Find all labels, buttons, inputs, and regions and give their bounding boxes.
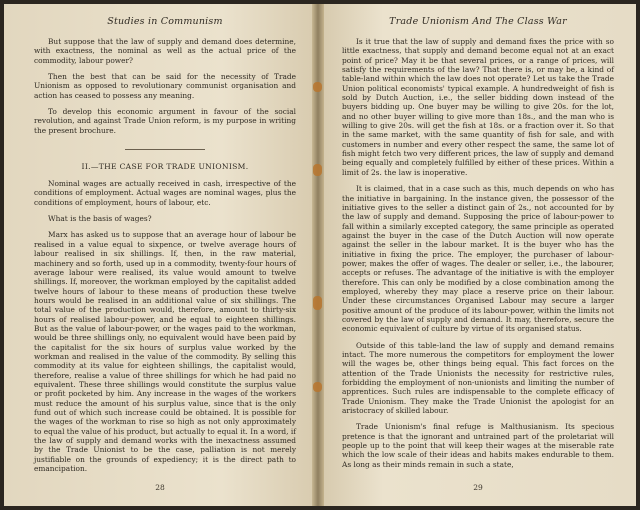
- right-paragraph-3: Outside of this table-land the law of supply and demand remains intact. The more numerous the competitors for employment the lower will the wages be, other things being equal. This fact forces on the attention of the Trade Unionists the necessity for restrictive rules, forbidding the employment of non-unionists and limiting the number of apprentices. Such rules are indispensable to the complete efficacy of Trade Unionism. They make the Trade Unionist the apologist for an aristocracy of skilled labour.: [342, 340, 614, 416]
- section-paragraph-1: Nominal wages are actually received in cash, irrespective of the conditions of employment. Actual wages are nominal wages, plus the conditions of employment, hours of labour, etc.: [34, 179, 296, 207]
- left-page: [4, 4, 316, 506]
- section-paragraph-2: What is the basis of wages?: [48, 214, 152, 224]
- left-page-content: [34, 16, 296, 476]
- book-gutter: [312, 4, 324, 506]
- rust-stain: [313, 382, 322, 392]
- left-page-number: 28: [155, 483, 165, 492]
- rust-stain: [313, 82, 322, 92]
- right-paragraph-1: Is it true that the law of supply and demand fixes the price with so little exactness, that supply and demand become equal not at an exact point of price? May it be that several prices, or a range of prices, will satisfy the requirements of the law? That there is, or may be, a kind of table-land within which the law does not operate? Let us take the Trade Union political economists' typical example. A hundredweight of fish is sold by Dutch Auction, i.e., the seller bidding down instead of the buyers bidding up. One buyer may be willing to give 20s. for the lot, and no other buyer willing to give more than 18s., and the man who is willing to give 20s. will get the fish at 18s. or a fraction over it. So that in the same market, with the same quantity of fish for sale, and with customers in number and every other respect the same, the same lot of fish might fetch two very different prices, the law of supply and demand being equally and completely fulfilled by either of these prices. Within a limit of 2s. the law is inoperative.: [342, 37, 614, 177]
- left-paragraph-3: To develop this economic argument in favour of the social revolution, and against Trade Union reform, is my purpose in writing the present brochure.: [34, 107, 296, 135]
- section-title: II.—THE CASE FOR TRADE UNIONISM.: [81, 162, 249, 172]
- rust-stain: [313, 164, 322, 176]
- right-page: [320, 4, 636, 506]
- right-paragraph-4: Trade Unionism's final refuge is Malthusianism. Its specious pretence is that the ignorant and untrained part of the proletariat will people up to the point that will keep their wages at the miserable rate which the low scale of their ideas and habits makes endurable to them. As long as their minds remain in such a state,: [342, 422, 614, 469]
- right-paragraph-2: It is claimed, that in a case such as this, much depends on who has the initiative in bargaining. In the instance given, the possessor of the initiative gives to the seller a distinct gain of 2s., not accounted for by the law of supply and demand. Supposing the price of labour-power to fall within a similarly excepted category, the same principle as operated against the buyer in the case of the Dutch Auction will now operate against the seller in the labour market. It is the buyer who has the initiative in fixing the price. The employer, the purchaser of labour-power, makes the offer of wages. The dealer or seller, i.e., the labourer, accepts or refuses. The advantage of the initiative is with the employer therefore. This can only be modified by a close combination among the employed, whereby they may place a reserve price on their labour. Under these circumstances Organised Labour may secure a larger positive amount of the produce of its labour-power, within the limits not covered by the law of supply and demand. It may, therefore, secure the economic equivalent of culture by virtue of its organised status.: [342, 184, 614, 334]
- section-paragraph-3: Marx has asked us to suppose that an average hour of labour be realised in a value equal to sixpence, or twelve average hours of labour realised in six shillings. If, then, in the raw material, machinery and so forth, used up in a commodity, twenty-four hours of average labour were realised, its value would amount to twelve shillings. If, moreover, the workman employed by the capitalist added twelve hours of labour to these means of production these twelve hours would be realised in an additional value of six shillings. The total value of the production would, therefore, amount to thirty-six hours of realised labour-power, and be equal to eighteen shillings. But as the value of labour-power, or the wages paid to the workman, would be three shillings only, no equivalent would have been paid by the capitalist for the six hours of surplus value worked by the workman and realised in the value of the commodity. By selling this commodity at its value for eighteen shillings, the capitalist would, therefore, realise a value of three shillings for which he had paid no equivalent. These three shillings would constitute the surplus value or profit pocketed by him. Any increase in the wages of the workers must reduce the amount of his surplus value, since that is the only fund out of which such increase could be obtained. It is possible for the wages of the workman to rise so high as not only approximately to equal the value of his product, but actually to equal it. In a word, if the law of supply and demand works with the inexactness assumed by the Trade Unionist to be the case, palliation is not merely justifiable on the grounds of expediency; it is the direct path to emancipation.: [34, 230, 296, 474]
- section-divider: [125, 149, 205, 150]
- right-running-head: Trade Unionism And The Class War: [389, 16, 567, 27]
- right-page-number: 29: [473, 483, 483, 492]
- rust-stain: [313, 296, 322, 310]
- left-paragraph-2: Then the best that can be said for the necessity of Trade Unionism as opposed to revolutionary communist organisation and action has ceased to possess any meaning.: [34, 72, 296, 100]
- left-paragraph-1: But suppose that the law of supply and demand does determine, with exactness, the nominal as well as the actual price of the commodity, labour power?: [34, 37, 296, 65]
- book-spread: [4, 4, 636, 506]
- left-running-head: Studies in Communism: [107, 16, 223, 27]
- right-page-content: [342, 16, 614, 472]
